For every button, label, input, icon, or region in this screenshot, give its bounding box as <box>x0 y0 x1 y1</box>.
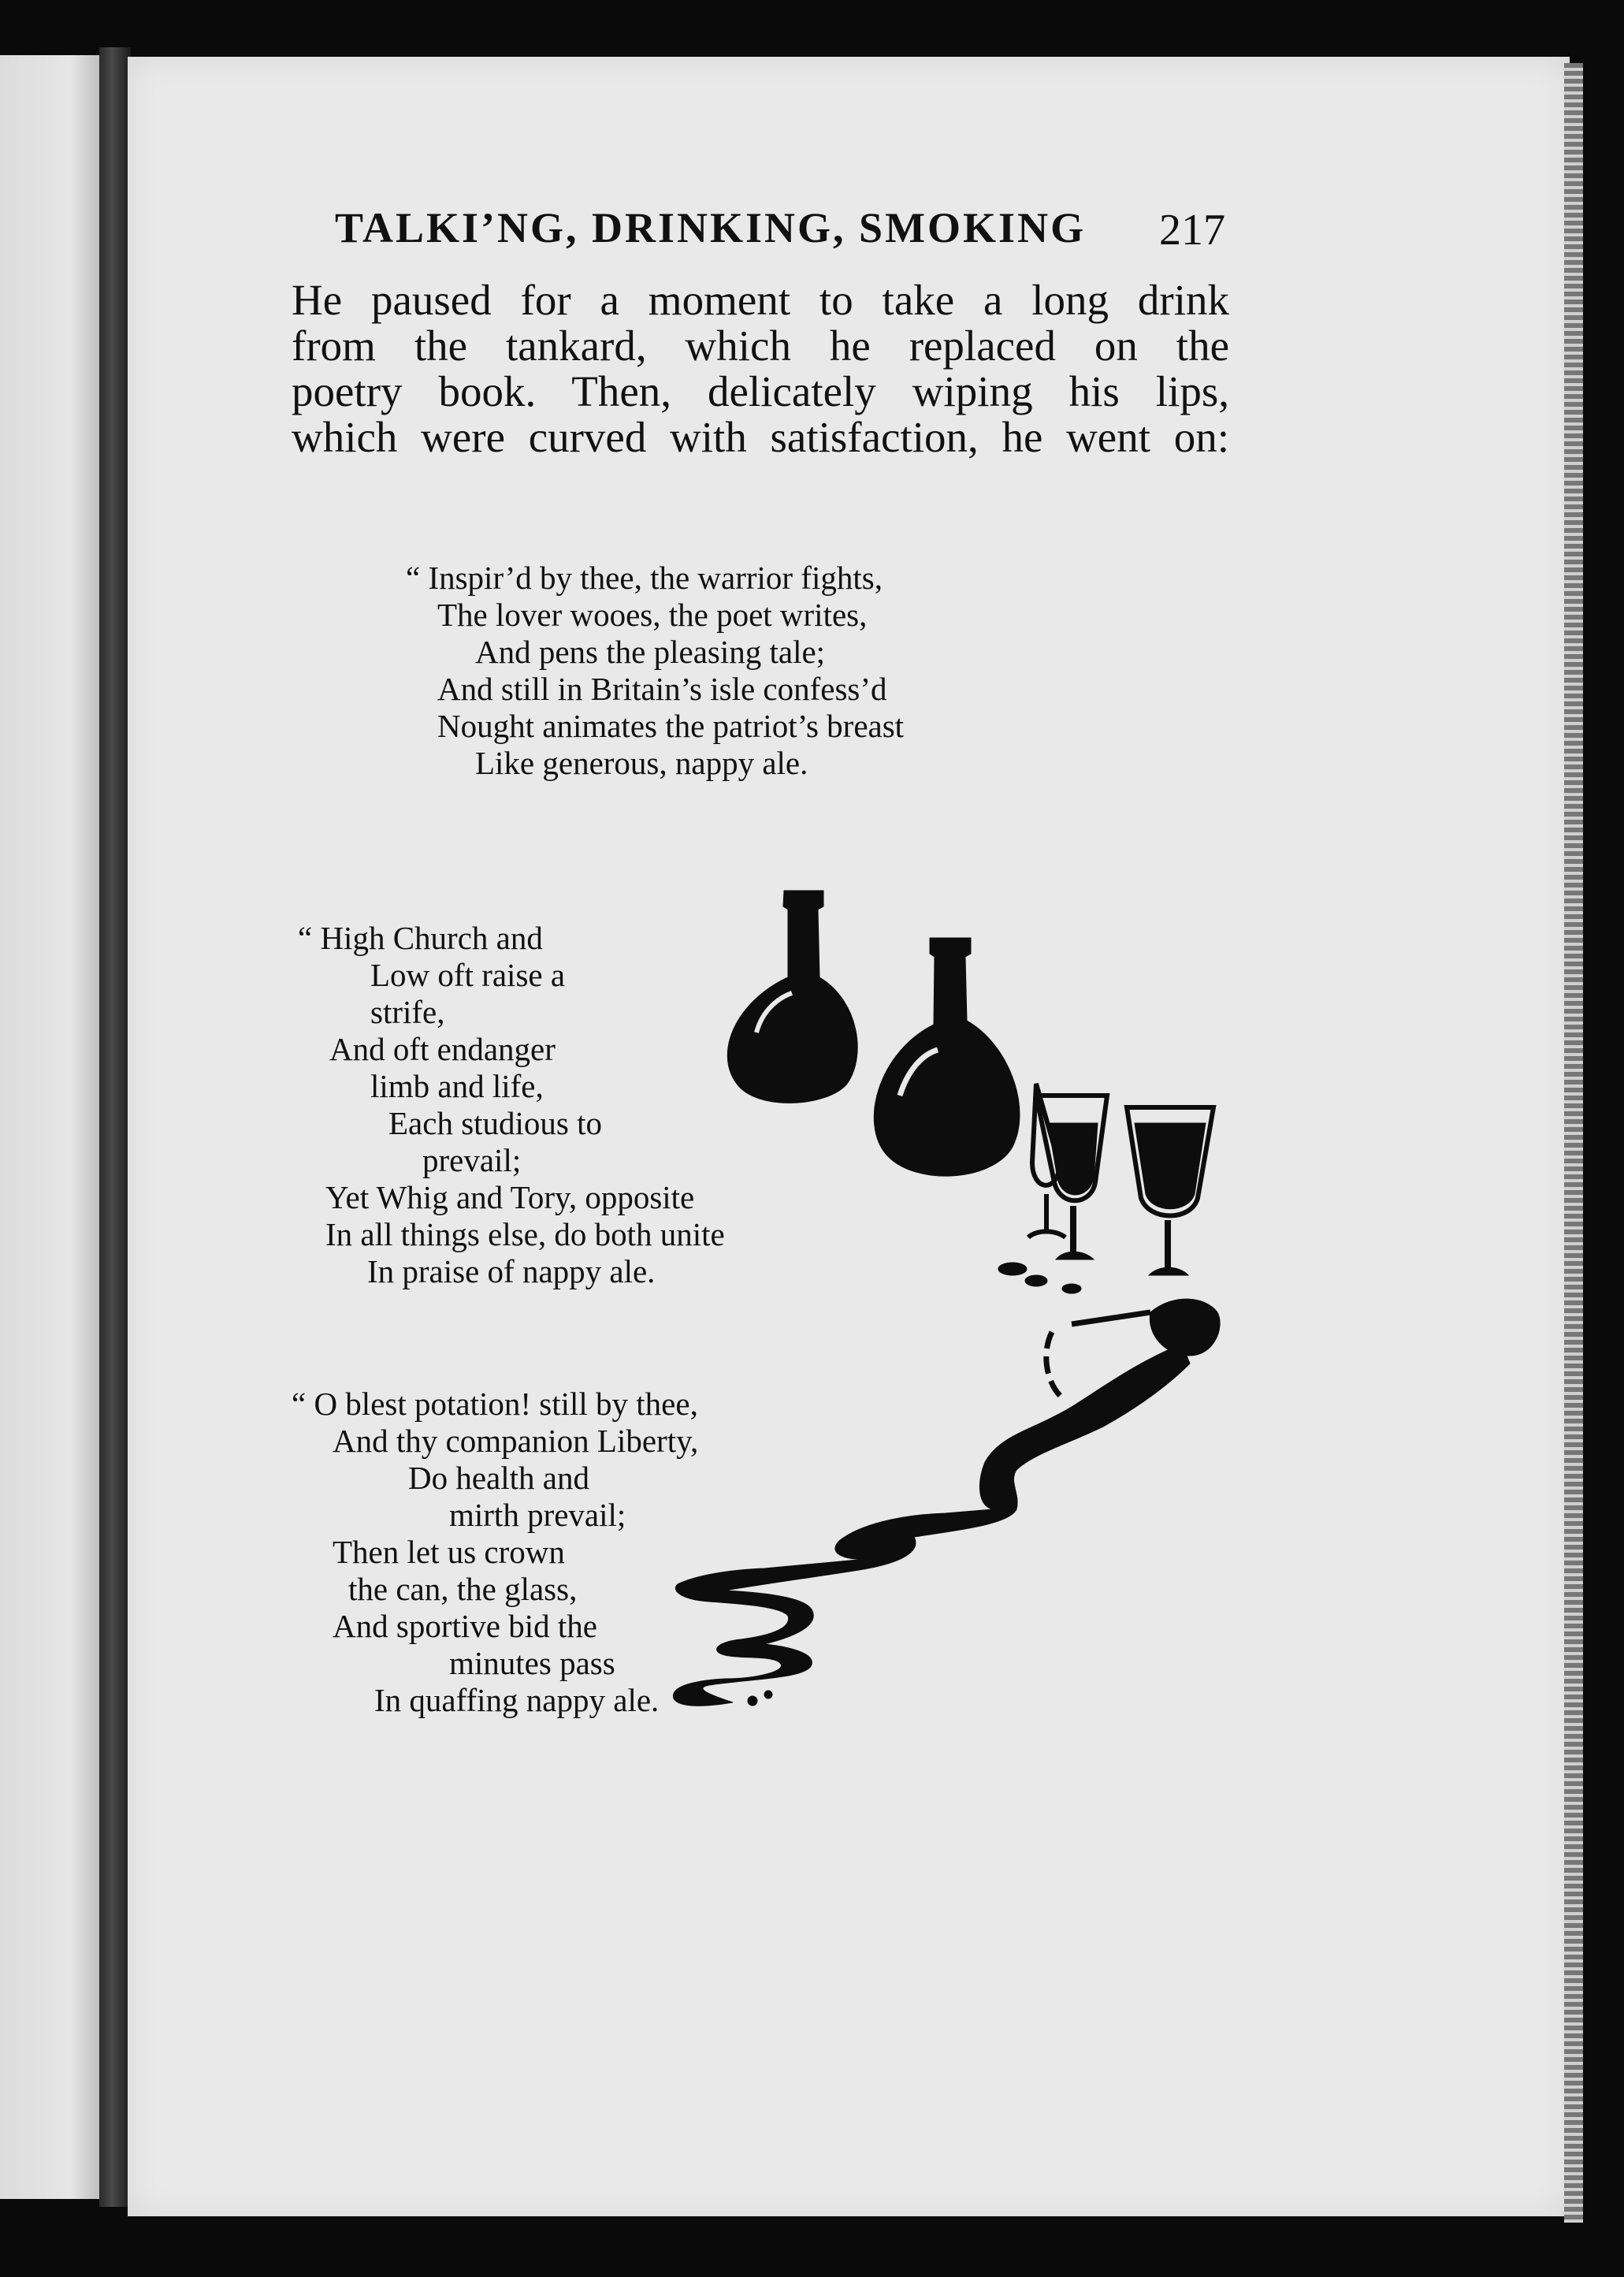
verse-line: Like generous, nappy ale. <box>475 745 808 781</box>
verse-line: Low oft raise a <box>370 957 566 993</box>
verse-stanza-2 <box>298 920 725 1290</box>
verse-line: And sportive bid the <box>333 1608 597 1644</box>
prose-line: which were curved with satisfaction, he went on: <box>292 413 1229 461</box>
wine-glass-icon <box>1127 1107 1213 1275</box>
verse-line: Then let us crown <box>333 1534 565 1570</box>
verse-line: In quaffing nappy ale. <box>374 1682 660 1718</box>
verse-line: prevail; <box>422 1142 522 1178</box>
verse-line: “ O blest potation! still by thee, <box>292 1386 698 1422</box>
verse-line: Yet Whig and Tory, opposite <box>325 1179 695 1215</box>
page-header <box>335 203 1225 259</box>
verse-line: limb and life, <box>370 1068 544 1104</box>
prose-paragraph <box>292 277 1229 460</box>
verse-line: And pens the pleasing tale; <box>475 634 826 670</box>
verse-line: And still in Britain’s isle confess’d <box>437 671 887 707</box>
prose-line: poetry book. Then, delicately wiping his lips, <box>292 367 1229 415</box>
verse-line: minutes pass <box>449 1645 615 1681</box>
prose-line: from the tankard, which he replaced on the <box>292 322 1229 370</box>
wine-bottle-icon <box>727 891 857 1103</box>
verse-line: strife, <box>370 994 445 1030</box>
verse-line: Nought animates the patriot’s breast <box>437 708 905 744</box>
spilled-ale-stream <box>673 1344 1190 1706</box>
verse-line: In praise of nappy ale. <box>367 1253 656 1289</box>
verse-line: And oft endanger <box>329 1031 556 1067</box>
verse-line: In all things else, do both unite <box>325 1216 725 1252</box>
verse-line: Do health and <box>408 1460 589 1496</box>
verse-line: the can, the glass, <box>348 1571 578 1607</box>
verse-stanza-3 <box>292 1386 698 1719</box>
page-fore-edge <box>1564 63 1583 2223</box>
verse-line: Each studious to <box>388 1105 603 1141</box>
bottles-and-glasses-icon <box>662 883 1229 1718</box>
verse-line: The lover wooes, the poet writes, <box>437 597 868 633</box>
verse-line: “ High Church and <box>298 920 543 956</box>
verse-line: “ Inspir’d by thee, the warrior fights, <box>406 560 883 596</box>
prose-line: He paused for a moment to take a long drink <box>292 276 1229 324</box>
verse-line: mirth prevail; <box>449 1497 626 1533</box>
verse-stanza-1 <box>406 560 904 782</box>
facing-page-edge <box>0 55 101 2199</box>
running-head: TALKI’NG, DRINKING, SMOKING <box>335 204 1087 251</box>
verse-line: And thy companion Liberty, <box>333 1423 699 1459</box>
wine-bottle-icon <box>874 938 1020 1176</box>
book-gutter <box>99 47 131 2207</box>
page-number: 217 <box>1159 206 1225 255</box>
